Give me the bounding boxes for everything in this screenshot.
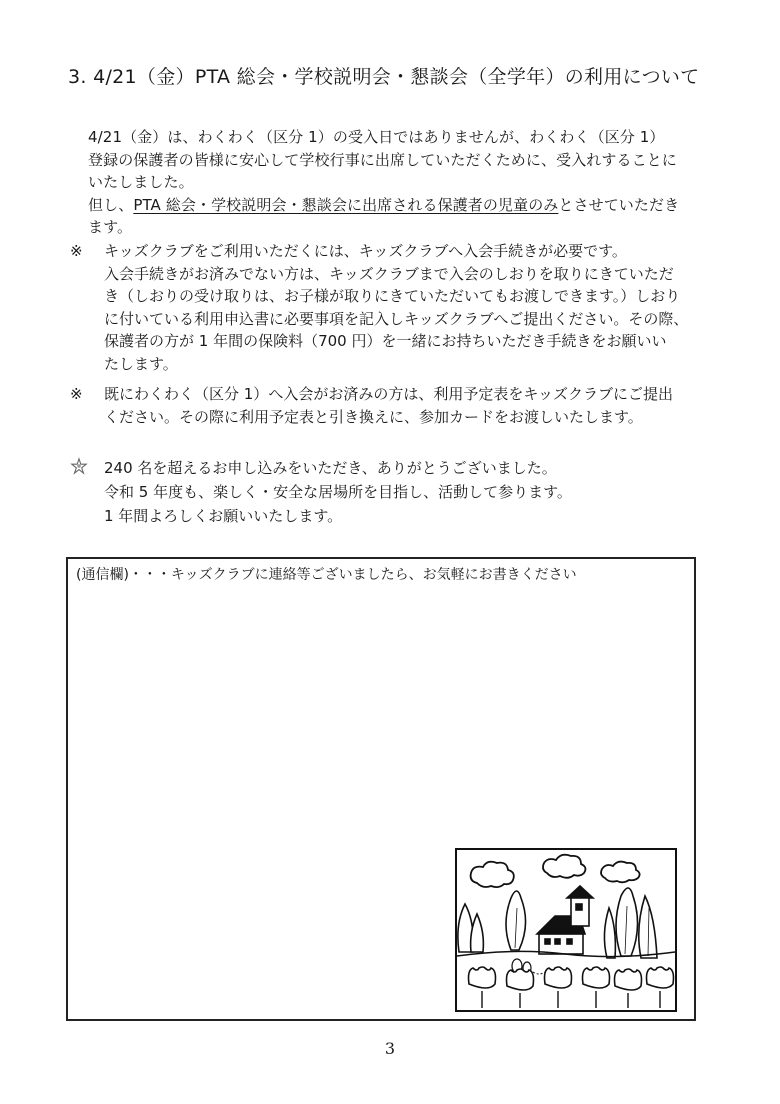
note-line: に付いている利用申込書に必要事項を記入しキッズクラブへご提出ください。その際、 (104, 309, 689, 328)
note-mark: ※ (70, 385, 83, 403)
intro-paragraph (88, 126, 728, 239)
communication-box[interactable] (66, 557, 696, 1021)
note-line: 入会手続きがお済みでない方は、キッズクラブまで入会のしおりを取りにきていただ (104, 264, 674, 283)
page-number: 3 (384, 1039, 396, 1058)
closing-line: 240 名を超えるお申し込みをいただき、ありがとうございました。 (104, 459, 557, 477)
proviso-line-end: ます。 (88, 218, 133, 237)
closing-body (104, 456, 572, 528)
note-line: ください。その際に利用予定表と引き換えに、参加カードをお渡しいたします。 (104, 407, 643, 426)
communication-label: (通信欄)・・・キッズクラブに連絡等ございましたら、お気軽にお書きください (76, 567, 577, 583)
note-membership (70, 240, 730, 380)
note-line: キッズクラブをご利用いただくには、キッズクラブへ入会手続きが必要です。 (104, 242, 627, 260)
proviso-prefix: 但し、 (88, 195, 134, 214)
note-existing-members (70, 383, 730, 433)
note-body (104, 383, 744, 428)
intro-line: いたしました。 (88, 173, 194, 192)
closing-line: 令和 5 年度も、楽しく・安全な居場所を目指し、活動して参ります。 (104, 483, 572, 501)
note-line: 保護者の方が 1 年間の保険料（700 円）を一緒にお持ちいただき手続きをお願いい (104, 332, 667, 351)
proviso-underlined: PTA 総会・学校説明会・懇談会に出席される保護者の児童のみ (133, 195, 559, 214)
note-mark: ※ (70, 242, 83, 260)
note-body (104, 240, 744, 376)
section-heading: 3. 4/21（金）PTA 総会・学校説明会・懇談会（全学年）の利用について (68, 66, 700, 88)
proviso-suffix: とさせていただき (558, 195, 680, 214)
note-line: たします。 (104, 354, 178, 373)
intro-line: 4/21（金）は、わくわく（区分 1）の受入日ではありませんが、わくわく（区分 1） (88, 128, 665, 146)
proviso-line (88, 194, 728, 217)
star-flower-icon (70, 457, 88, 475)
intro-line: 登録の保護者の皆様に安心して学校行事に出席していただくために、受入れすることに (88, 150, 677, 169)
note-line: 既にわくわく（区分 1）へ入会がお済みの方は、利用予定表をキッズクラブにご提出 (104, 385, 674, 403)
note-line: き（しおりの受け取りは、お子様が取りにきていただいてもお渡しできます。）しおり (104, 287, 681, 306)
landscape-illustration (455, 848, 677, 1012)
closing-line: 1 年間よろしくお願いいたします。 (104, 507, 343, 525)
